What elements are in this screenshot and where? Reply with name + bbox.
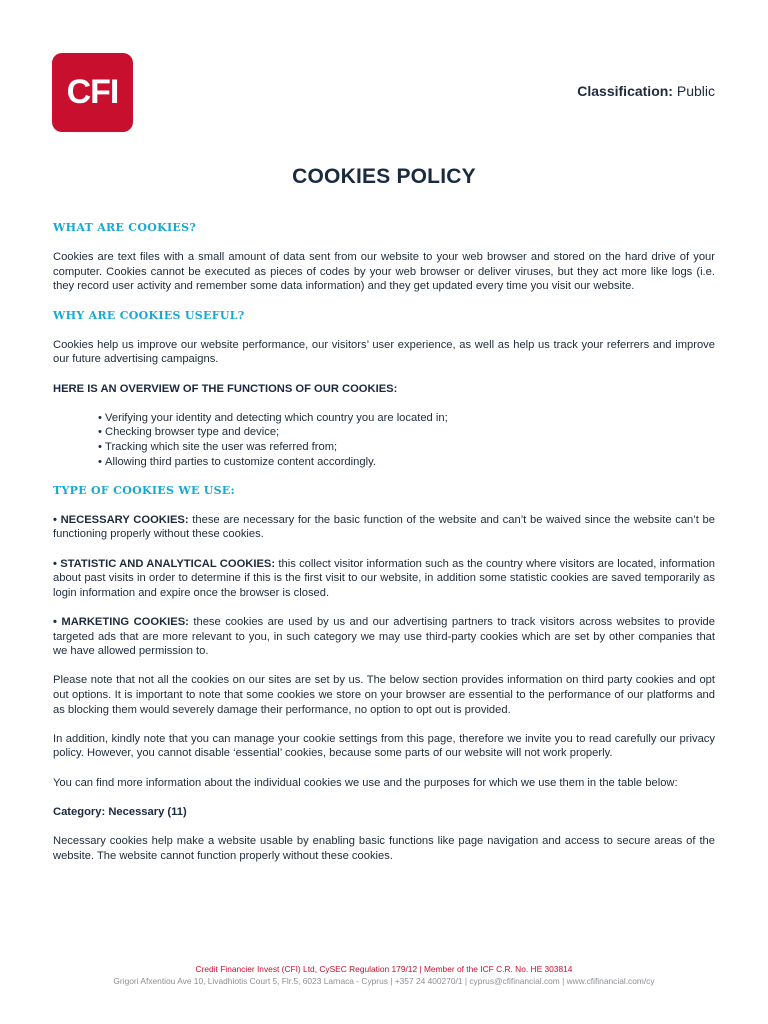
page-title: COOKIES POLICY [292, 165, 476, 188]
list-item: • Verifying your identity and detecting which country you are located in; [98, 411, 715, 426]
classification-label [577, 83, 715, 99]
footer-legal-line: Credit Financier Invest (CFI) Ltd, CySEC Regulation 179/12 | Member of the ICF C.R. No. HE 303814 [195, 964, 573, 974]
paragraph-category: Necessary cookies help make a website usable by enabling basic functions like page navigation and access to secure areas of the website. The website cannot function properly without these cookies. [53, 834, 715, 862]
paragraph-third-party: Please note that not all the cookies on our sites are set by us. The below section provides information on third party cookies and opt out options. It is important to note that some cookies we store on your browser are essential to the performance of our platforms and as blocking them would severely damage their performance, no option to opt out is provided. [53, 674, 715, 716]
section-heading-what: WHAT ARE COOKIES? [53, 221, 197, 234]
section-heading-types: TYPE OF COOKIES WE USE: [53, 483, 235, 497]
paragraph-statistic-cookies [53, 557, 715, 601]
paragraph-what: Cookies are text files with a small amount of data sent from our website to your web browser and stored on the hard drive of your computer. Cookies cannot be executed as pieces of codes by your web browser or deliver viruses, but they act more like logs (i.e. they record user activity and remember some data information) and they get updated every time you visit our website. [53, 251, 715, 293]
list-item: • Allowing third parties to customize content accordingly. [98, 455, 715, 470]
cfi-logo: CFI [52, 53, 133, 132]
overview-list [53, 411, 715, 469]
classification-value: Public [676, 83, 715, 99]
paragraph-necessary-cookies [53, 513, 715, 542]
category-heading: Category: Necessary (11) [53, 805, 187, 818]
paragraph-marketing-cookies [53, 615, 715, 659]
statistic-cookies-text: this collect visitor information such as the country where visitors are located, information about past visits in order to determine if this is the first visit to our website, in addition some statistic cookies are saved temporarily as login information and expire once the browser is closed. [53, 557, 716, 599]
overview-heading: HERE IS AN OVERVIEW OF THE FUNCTIONS OF OUR COOKIES: [53, 382, 398, 395]
page-footer [0, 963, 768, 987]
paragraph-manage: In addition, kindly note that you can manage your cookie settings from this page, therefore we invite you to read carefully our privacy policy. However, you cannot disable ‘essential’ cookies, because some parts of our website will not work properly. [53, 732, 715, 760]
section-heading-why: WHY ARE COOKIES USEFUL? [53, 308, 245, 322]
paragraph-more-info: You can find more information about the individual cookies we use and the purposes for which we use them in the table below: [53, 776, 678, 789]
necessary-cookies-text: these are necessary for the basic function of the website and can’t be waived since the website can’t be functioning properly without these cookies. [53, 513, 715, 541]
classification-key: Classification: [577, 83, 673, 99]
paragraph-why: Cookies help us improve our website performance, our visitors’ user experience, as well as help us track your referrers and improve our future advertising campaigns. [53, 338, 715, 366]
list-item: • Tracking which site the user was referred from; [98, 440, 715, 455]
list-item: • Checking browser type and device; [98, 425, 715, 440]
statistic-cookies-lead: • STATISTIC AND ANALYTICAL COOKIES: [53, 557, 276, 570]
footer-address-line: Grigori Afxentiou Ave 10, Livadhiotis Court 5, Flr.5, 6023 Larnaca - Cyprus | +357 24 400270/1 | cyprus@cfifinancial.com | www.cfifinancial.com/cy [113, 976, 655, 986]
marketing-cookies-text: these cookies are used by us and our advertising partners to track visitors across websites to provide targeted ads that are more relevant to you, in such category we may use third-party cookies which are set by other companies that we have allowed permission to. [53, 616, 715, 658]
marketing-cookies-lead: • MARKETING COOKIES: [53, 616, 189, 629]
policy-content [53, 221, 715, 878]
necessary-cookies-lead: • NECESSARY COOKIES: [53, 513, 189, 526]
